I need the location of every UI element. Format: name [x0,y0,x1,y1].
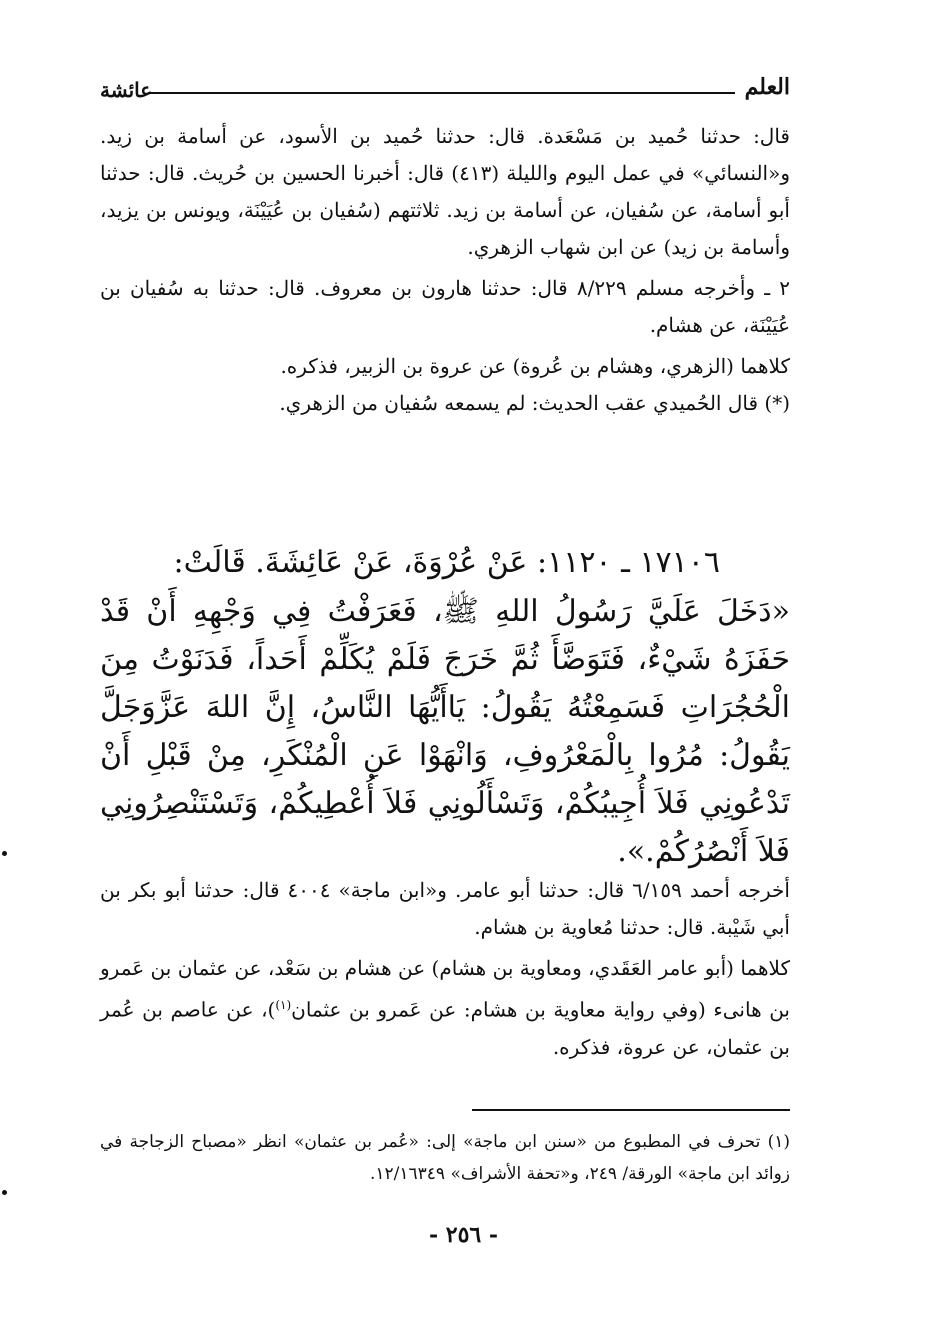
note-paragraph-2: ٢ ـ وأخرجه مسلم ٨/٢٢٩ قال: حدثنا هارون بن معروف. قال: حدثنا به سُفيان بن عُيَيْنَة، عن هشام. [100,276,790,337]
note-paragraph-1: قال: حدثنا حُميد بن مَسْعَدة. قال: حدثنا حُميد بن الأسود، عن أسامة بن زيد. و«النسائي» في عمل اليوم والليلة (٤١٣) قال: أخبرنا الحسين بن حُريث. قال: حدثنا أبو أسامة، عن سُفيان، عن أسامة بن زيد. ثلاثتهم (سُفيان بن عُيَيْنَة، ويونس بن يزيد، وأسامة بن زيد) عن ابن شهاب الزهري. [100,124,790,259]
takhrij-block [100,872,790,1066]
note-paragraph-3: كلاهما (الزهري، وهشام بن عُروة) عن عروة بن الزبير، فذكره. [280,354,790,378]
hadith-heading: ١٧١٠٦ ـ ١١٢٠: عَنْ عُرْوَةَ، عَنْ عَائِشَةَ. قَالَتْ: [173,545,720,580]
page-number: - ٢٥٦ - [428,1222,499,1248]
running-header [100,74,790,104]
header-book-title: العلم [744,74,790,100]
takhrij-paragraph-1: أخرجه أحمد ٦/١٥٩ قال: حدثنا أبو عامر. و«ابن ماجة» ٤٠٠٤ قال: حدثنا أبو بكر بن أبي شَيْبة. قال: حدثنا مُعاوية بن هشام. [100,878,790,939]
takhrij-paragraph-2-end: )، عن عاصم بن عُمر بن عثمان، عن عروة، فذكره. [100,997,790,1059]
footnote-1: (١) تحرف في المطبوع من «سنن ابن ماجة» إلى: «عُمر بن عثمان» انظر «مصباح الزجاجة في زوائد ابن ماجة» الورقة/ ٢٤٩، و«تحفة الأشراف» ١٢/١٦٣٤٩. [100,1132,790,1184]
scan-speck [2,1190,7,1195]
takhrij-paragraph-2 [100,950,790,1066]
footnote-reference[interactable]: (١) [275,998,292,1012]
takhrij-paragraph-2-text: كلاهما (أبو عامر العَقَدي، ومعاوية بن هشام) عن هشام بن سَعْد، عن عثمان بن عَمرو بن هانىء (وفي رواية معاوية بن هشام: عن عَمرو بن عثمان [100,956,790,1022]
footnotes [100,1126,790,1190]
footnote-separator [472,1109,790,1111]
scan-speck [2,851,7,856]
header-section-title: عائشة [100,78,153,102]
header-rule [148,92,735,94]
hadith-block [100,538,790,876]
note-paragraph-4: (*) قال الحُميدي عقب الحديث: لم يسمعه سُفيان من الزهري. [279,391,790,415]
hadith-text: «دَخَلَ عَلَيَّ رَسُولُ اللهِ ﷺ، فَعَرَفْتُ فِي وَجْهِهِ أَنْ قَدْ حَفَزَهُ شَيْءٌ، فَتَوَضَّأَ ثُمَّ خَرَجَ فَلَمْ يُكَلِّمْ أَحَداً، فَدَنَوْتُ مِنَ الْحُجُرَاتِ فَسَمِعْتُهُ يَقُولُ: يَاأَيُّهَا النَّاسُ، إِنَّ اللهَ عَزَّوَجَلَّ يَقُولُ: مُرُوا بِالْمَعْرُوفِ، وَانْهَوْا عَنِ الْمُنْكَرِ، مِنْ قَبْلِ أَنْ تَدْعُونِي فَلاَ أُجِيبُكُمْ، وَتَسْأَلُونِي فَلاَ أُعْطِيكُمْ، وَتَسْتَنْصِرُونِي فَلاَ أَنْصُرُكُمْ.». [100,594,790,869]
upper-notes [100,118,790,422]
